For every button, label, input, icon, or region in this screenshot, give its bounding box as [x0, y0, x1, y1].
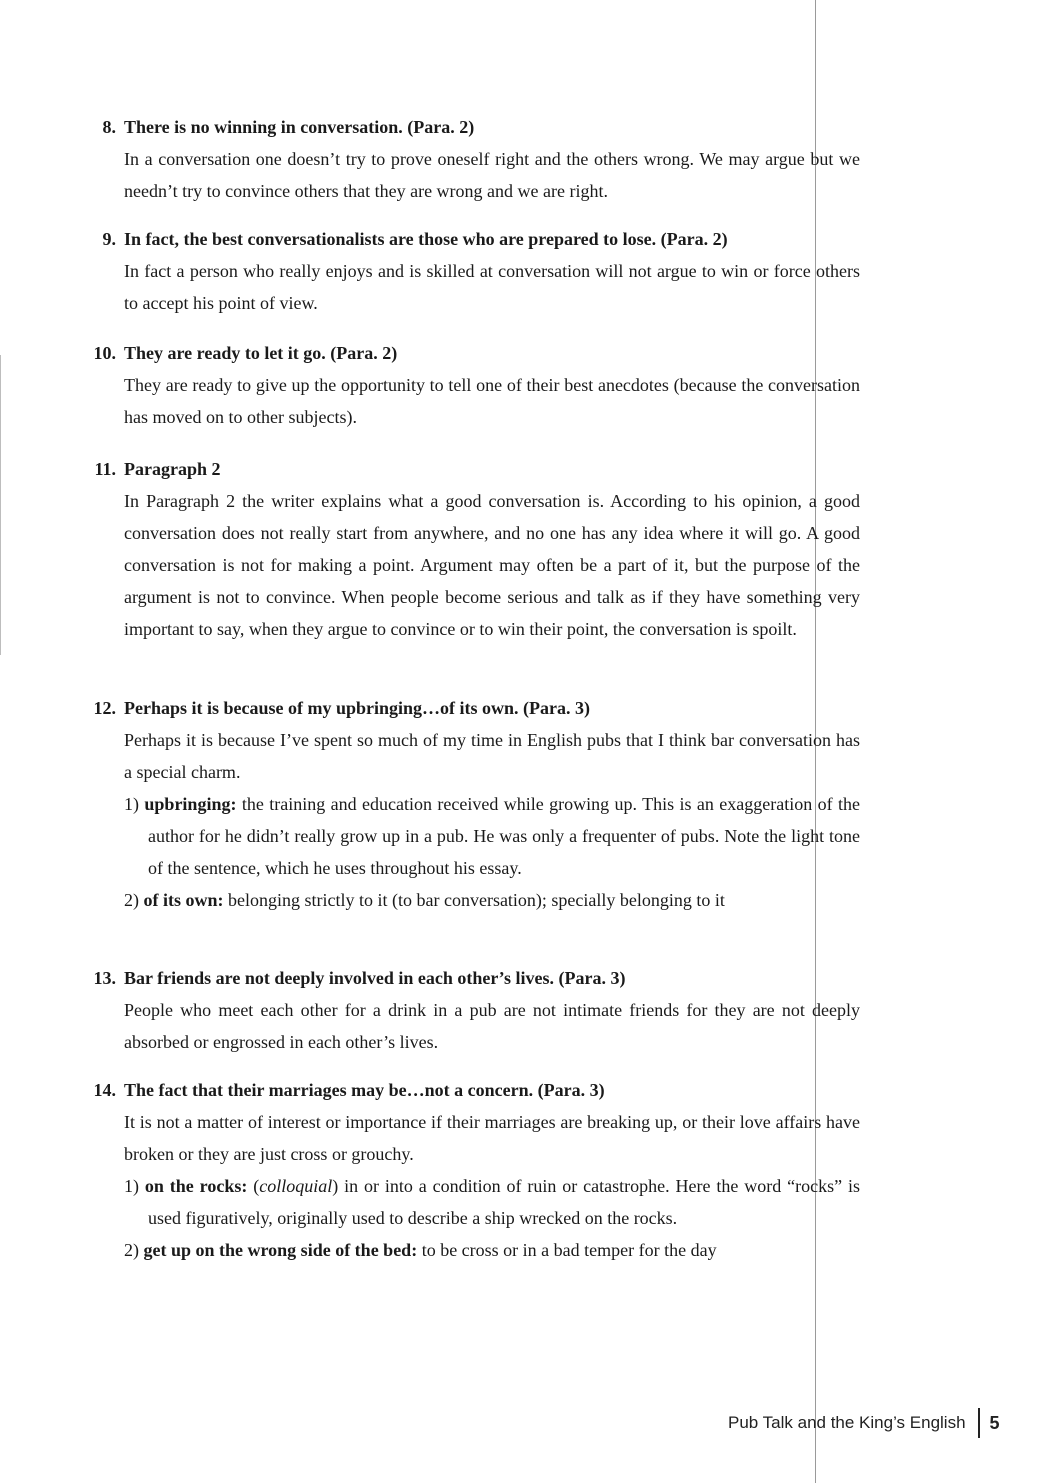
- entry-heading: The fact that their marriages may be…not a concern. (Para. 3): [124, 1080, 605, 1100]
- sub-note-pre: (: [247, 1176, 260, 1196]
- sub-note-text: the training and education received while growing up. This is an exaggeration of the author for he didn’t really grow up in a pub. He was only a frequenter of pubs. Note the light tone of the sentence, which he uses throughout his essay.: [148, 794, 861, 878]
- page-number: 5: [989, 1412, 1000, 1433]
- entry-body: They are ready to give up the opportunity to tell one of their best anecdotes (because the conversation has moved on to other subjects).: [124, 375, 860, 427]
- sub-note-term: get up on the wrong side of the bed:: [143, 1240, 418, 1260]
- running-title: Pub Talk and the King’s English: [728, 1413, 966, 1432]
- sub-note-text: ) in or into a condition of ruin or catastrophe. Here the word “rocks” is used figuratively, originally used to describe a ship wrecked on the rocks.: [148, 1176, 861, 1228]
- sub-note-text: to be cross or in a bad temper for the day: [417, 1240, 717, 1260]
- sub-note-term: upbringing:: [144, 794, 237, 814]
- entry-heading: Bar friends are not deeply involved in each other’s lives. (Para. 3): [124, 968, 626, 988]
- note-entry-9: [80, 223, 860, 319]
- sub-note-term: of its own:: [143, 890, 224, 910]
- entry-heading: In fact, the best conversationalists are those who are prepared to lose. (Para. 2): [124, 229, 728, 249]
- sub-note: [124, 1170, 860, 1234]
- entry-heading: They are ready to let it go. (Para. 2): [124, 343, 398, 363]
- entry-body: In fact a person who really enjoys and is skilled at conversation will not argue to win or force others to accept his point of view.: [124, 261, 860, 313]
- note-entry-11: [80, 453, 860, 645]
- entry-number: 13.: [93, 968, 116, 988]
- entry-body: In Paragraph 2 the writer explains what a good conversation is. According to his opinion, a good conversation does not really start from anywhere, and no one has any idea where it will go. A good conversation is not for making a point. Argument may often be a part of it, but the purpose of the argument is not to convince. When people become serious and talk as if they have something very important to say, when they argue to convince or to win their point, the conversation is spoilt.: [124, 491, 860, 639]
- page-footer: [728, 1408, 1000, 1438]
- entry-heading: Paragraph 2: [124, 459, 221, 479]
- sub-note-number: 1): [124, 794, 139, 814]
- sub-note-text: belonging strictly to it (to bar conversation); specially belonging to it: [223, 890, 725, 910]
- entry-number: 11.: [94, 459, 116, 479]
- sub-note-number: 1): [124, 1176, 139, 1196]
- entry-number: 8.: [102, 117, 116, 137]
- sub-note: [124, 884, 860, 916]
- entry-body: People who meet each other for a drink in a pub are not intimate friends for they are not deeply absorbed or engrossed in each other’s lives.: [124, 1000, 860, 1052]
- entry-body: Perhaps it is because I’ve spent so much of my time in English pubs that I think bar conversation has a special charm.: [124, 730, 860, 782]
- note-entry-12: [80, 692, 860, 916]
- sub-note: [124, 1234, 860, 1266]
- sub-note-label: colloquial: [259, 1176, 333, 1196]
- sub-note-number: 2): [124, 890, 139, 910]
- note-entry-8: [80, 111, 860, 207]
- note-entry-13: [80, 962, 860, 1058]
- entry-number: 9.: [102, 229, 116, 249]
- footer-divider: [978, 1408, 980, 1438]
- entry-heading: There is no winning in conversation. (Para. 2): [124, 117, 475, 137]
- entry-heading: Perhaps it is because of my upbringing…of its own. (Para. 3): [124, 698, 591, 718]
- entry-number: 10.: [93, 343, 116, 363]
- sub-note-number: 2): [124, 1240, 139, 1260]
- sub-note-term: on the rocks:: [144, 1176, 248, 1196]
- sub-note: [124, 788, 860, 884]
- entry-number: 12.: [93, 698, 116, 718]
- note-entry-10: [80, 337, 860, 433]
- entry-body: In a conversation one doesn’t try to prove oneself right and the others wrong. We may argue but we needn’t try to convince others that they are wrong and we are right.: [124, 149, 860, 201]
- entry-body: It is not a matter of interest or importance if their marriages are breaking up, or their love affairs have broken or they are just cross or grouchy.: [124, 1112, 860, 1164]
- note-entry-14: [80, 1074, 860, 1266]
- entry-number: 14.: [93, 1080, 116, 1100]
